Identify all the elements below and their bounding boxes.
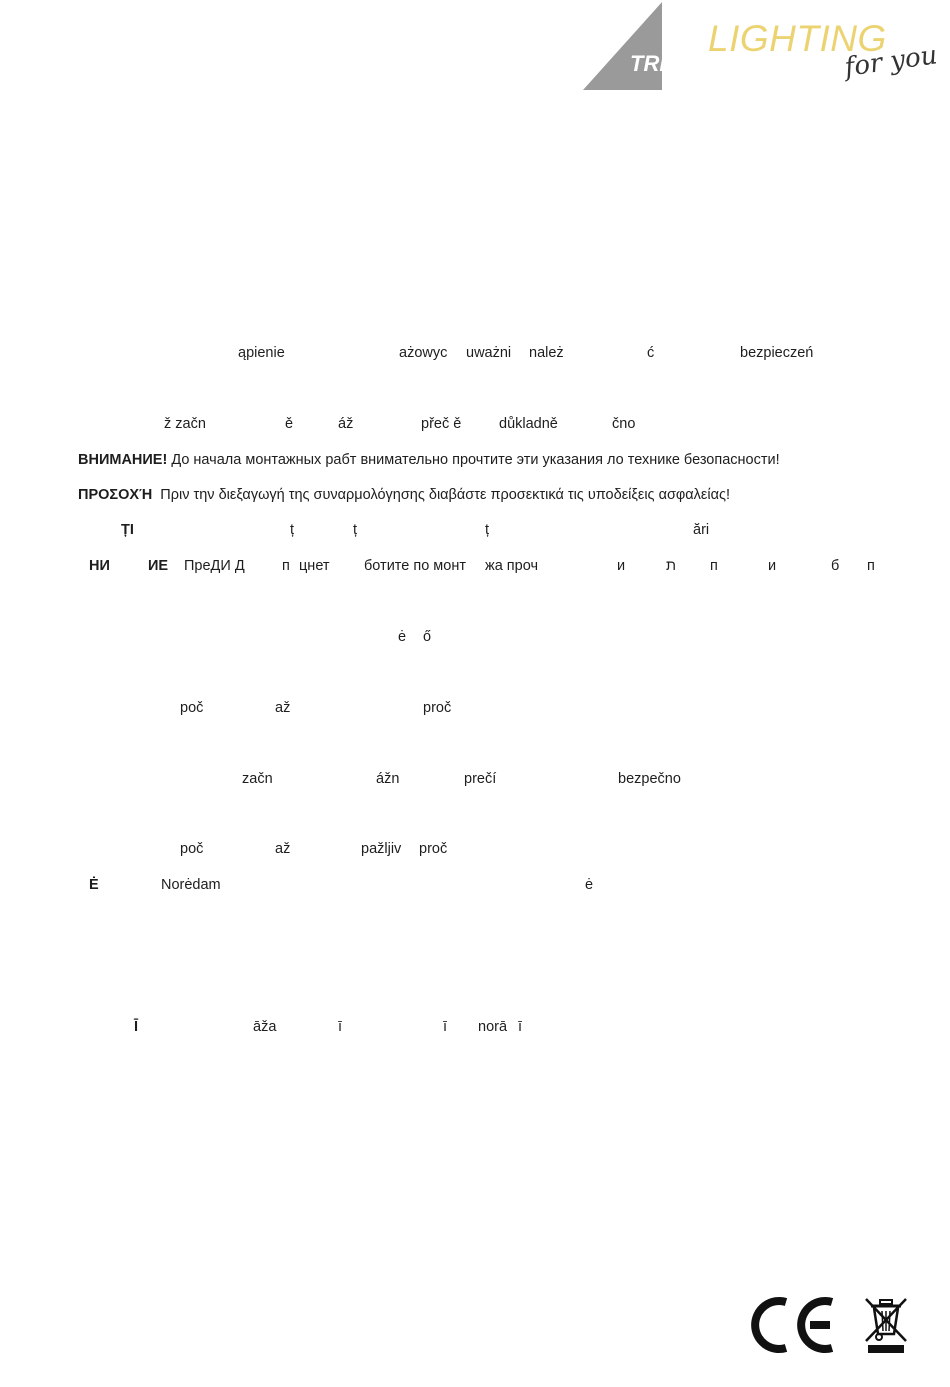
cz-fragment-3: áž	[338, 416, 354, 432]
bg-fragment-13: п	[867, 558, 875, 574]
hr-fragment-3: pažljiv	[361, 841, 402, 857]
lv-fragment-2: āža	[253, 1019, 277, 1035]
bg-fragment-6: ботите по монт	[364, 558, 466, 574]
bg-fragment-3: ПреДИ Д	[184, 558, 245, 574]
bg-fragment-7: жа проч	[485, 558, 539, 574]
warning-ru-label: ВНИМАНИЕ!	[78, 452, 168, 468]
logo-triangle	[583, 2, 662, 90]
lv-fragment-6: ī	[518, 1019, 523, 1035]
ro-fragment-5: ări	[693, 522, 710, 538]
warning-el-label: ΠΡΟΣΟΧΉ	[78, 487, 153, 503]
hr-fragment-2: až	[275, 841, 291, 857]
lv-fragment-1: Ī	[134, 1019, 139, 1035]
pl-fragment-3: uważni	[466, 345, 512, 361]
warning-el-text: Πριν την διεξαγωγή της συναρμολόγησης διαβάστε προσεκτικά τις υποδείξεις ασφαλείας!	[160, 487, 731, 503]
cz-fragment-1: ž začn	[164, 416, 206, 432]
warning-ru-text: До начала монтажных рабт внимательно прочтите эти указания ло технике безопасности!	[171, 452, 780, 468]
weee-crossed-bin-icon	[862, 1297, 910, 1355]
sk-fragment-1: poč	[180, 700, 204, 716]
bg-fragment-8: и	[617, 558, 626, 574]
cz-fragment-6: čno	[612, 416, 636, 432]
bg-fragment-1: НИ	[89, 558, 110, 574]
sl-fragment-3: prečí	[464, 771, 497, 787]
logo-trio-text: TRIO	[630, 51, 683, 76]
pl-fragment-6: bezpieczeń	[740, 345, 814, 361]
bg-fragment-2: ИЕ	[148, 558, 169, 574]
lt-fragment-3: ė	[585, 877, 594, 893]
lv-fragment-3: ī	[338, 1019, 343, 1035]
bg-fragment-11: и	[768, 558, 777, 574]
ce-mark-graphic	[752, 1294, 838, 1356]
lv-fragment-5: norā	[478, 1019, 508, 1035]
lt-fragment-2: Norėdam	[161, 877, 221, 893]
pl-fragment-4: należ	[529, 345, 564, 361]
bg-fragment-5: цнет	[299, 558, 330, 574]
hr-fragment-4: proč	[419, 841, 448, 857]
hr-fragment-1: poč	[180, 841, 204, 857]
cz-fragment-4: přeč ě	[421, 416, 462, 432]
sk-fragment-2: až	[275, 700, 291, 716]
ro-fragment-4: ț	[485, 522, 490, 538]
weee-graphic	[862, 1297, 910, 1355]
logo-graphic	[582, 0, 940, 96]
lt-fragment-1: Ė	[89, 877, 99, 893]
logo-lighting-text: LIGHTING	[708, 18, 887, 59]
sl-fragment-4: bezpečno	[618, 771, 681, 787]
bg-fragment-4: п	[282, 558, 290, 574]
pl-fragment-5: ć	[647, 345, 655, 361]
hu-fragment-1: ė	[398, 629, 407, 645]
ro-fragment-3: ț	[353, 522, 358, 538]
pl-fragment-1: ąpienie	[238, 345, 285, 361]
trio-lighting-logo	[582, 0, 940, 96]
ce-mark-icon	[752, 1294, 838, 1356]
warning-ru	[78, 451, 780, 469]
bg-fragment-10: п	[710, 558, 718, 574]
hu-fragment-2: ő	[423, 629, 432, 645]
ro-fragment-1: ȚI	[121, 522, 134, 538]
cz-fragment-2: ě	[285, 416, 294, 432]
pl-fragment-2: ażowyc	[399, 345, 448, 361]
sl-fragment-2: ážn	[376, 771, 400, 787]
sk-fragment-3: proč	[423, 700, 452, 716]
bg-fragment-12: б	[831, 558, 840, 574]
ro-fragment-2: ț	[290, 522, 295, 538]
bg-fragment-9: ת	[666, 558, 677, 574]
lv-fragment-4: ī	[443, 1019, 448, 1035]
logo-tagline: for you	[842, 40, 940, 83]
cz-fragment-5: důkladně	[499, 416, 558, 432]
sl-fragment-1: začn	[242, 771, 273, 787]
warning-el	[78, 486, 730, 504]
